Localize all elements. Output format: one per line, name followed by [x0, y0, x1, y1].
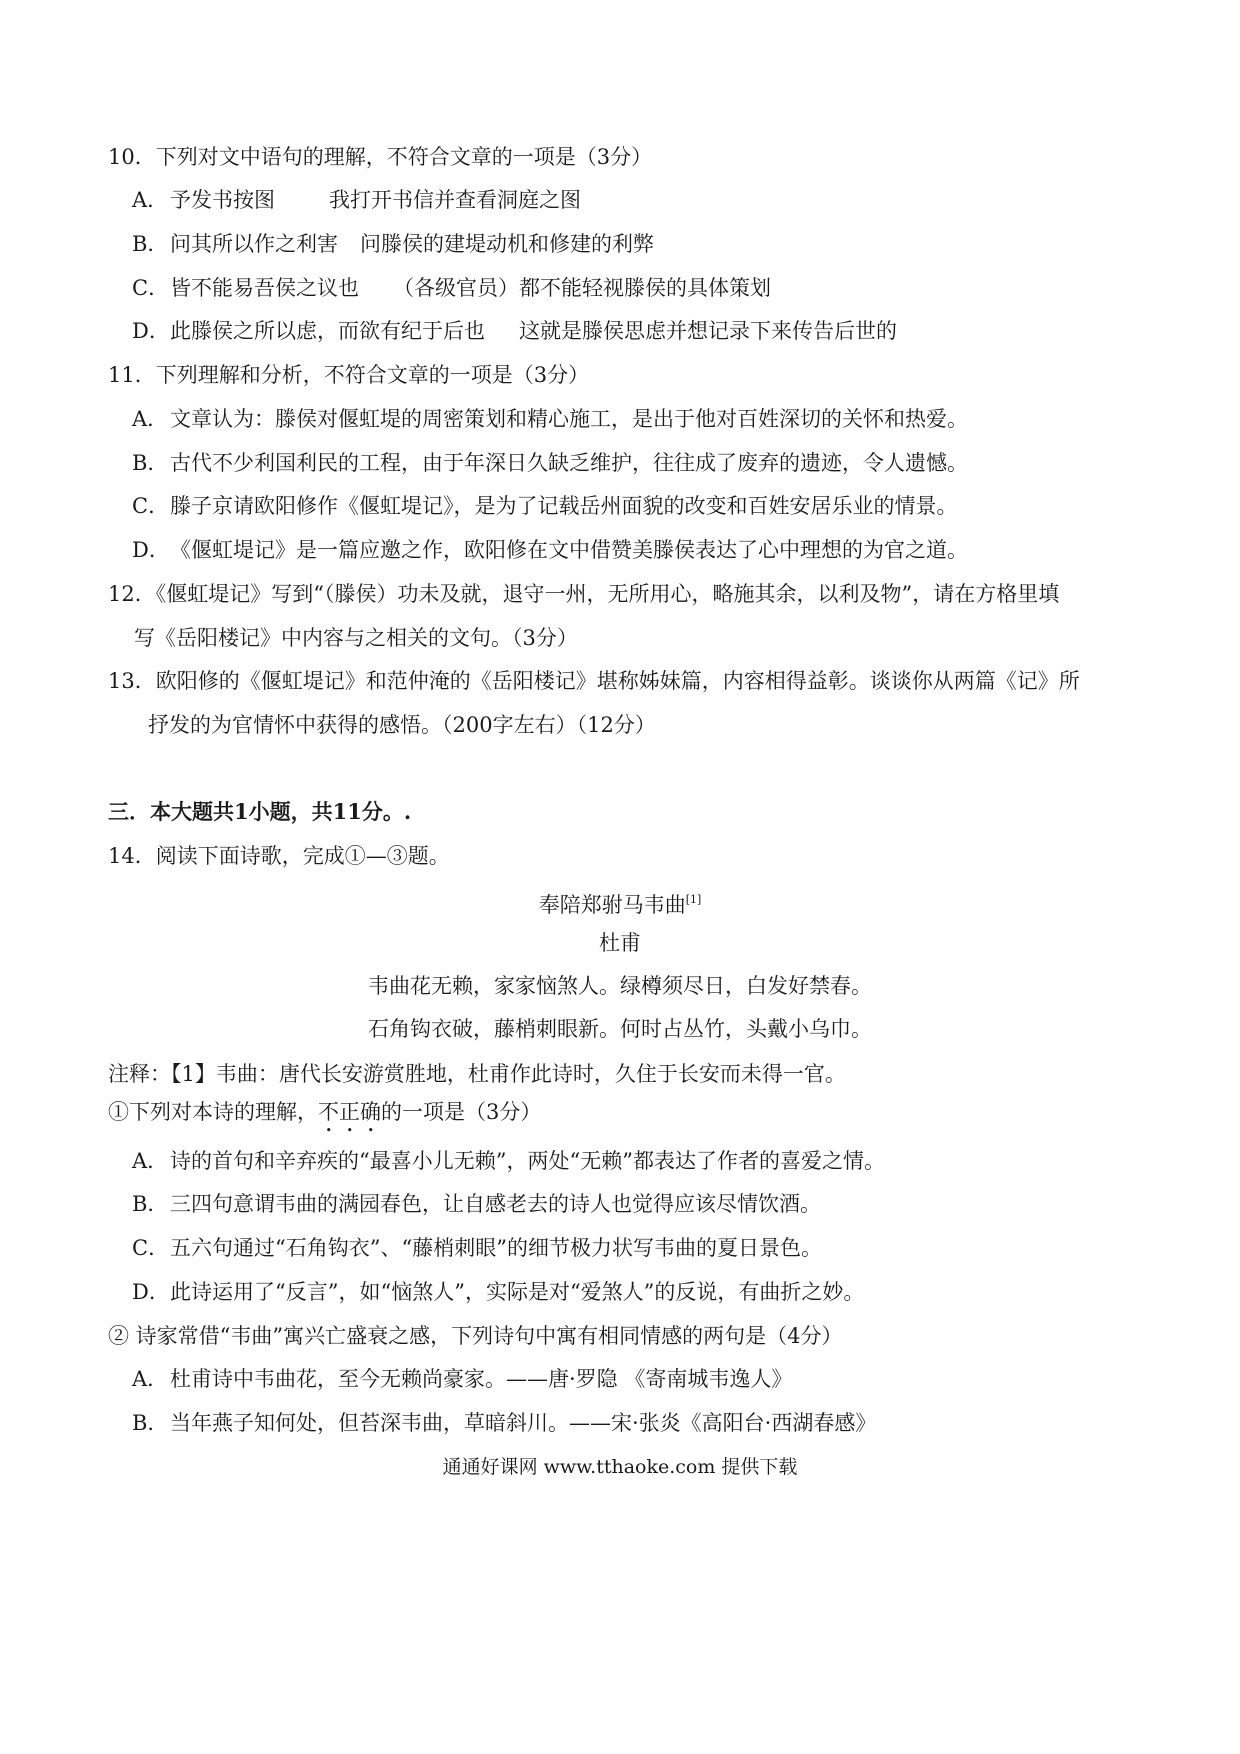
- option-label: C．: [132, 276, 170, 300]
- option-label: B．: [132, 1411, 169, 1435]
- option-label: B．: [132, 232, 169, 256]
- option-text: 当年燕子知何处，但苔深韦曲，草暗斜川。——宋·张炎《高阳台·西湖春感》: [170, 1411, 877, 1435]
- poem-title-text: 奉陪郑驸马韦曲: [538, 893, 686, 917]
- option-label: C．: [132, 494, 170, 518]
- q11-option-b: [132, 449, 968, 477]
- q11-option-d: [132, 536, 968, 564]
- q12-line-2: 写《岳阳楼记》中内容与之相关的文句。（3分）: [134, 626, 578, 650]
- sub1-stem: [108, 1098, 541, 1137]
- option-phrase: 问其所以作之利害: [170, 232, 338, 256]
- option-phrase: 予发书按图: [170, 188, 275, 212]
- poem-line-2: 石角钩衣破，藤梢刺眼新。何时占丛竹，头戴小乌巾。: [368, 1017, 872, 1041]
- q10-stem: 10．下列对文中语句的理解，不符合文章的一项是（3分）: [108, 145, 653, 169]
- q10-option-a: [132, 186, 581, 214]
- sub1-option-b: [132, 1190, 821, 1218]
- sub1-stem-after: 的一项是（3分）: [381, 1100, 542, 1124]
- option-text: 滕子京请欧阳修作《偃虹堤记》，是为了记载岳州面貌的改变和百姓安居乐业的情景。: [170, 494, 958, 518]
- option-text: 文章认为：滕侯对偃虹堤的周密策划和精心施工，是出于他对百姓深切的关怀和热爱。: [170, 407, 968, 431]
- q13-line-1: 13．欧阳修的《偃虹堤记》和范仲淹的《岳阳楼记》堪称姊妹篇，内容相得益彰。谈谈你从两篇《记》所: [108, 669, 1080, 693]
- poem-author: 杜甫: [599, 931, 641, 955]
- q10-option-d: [132, 317, 897, 345]
- poem-annotation: 注释：【1】韦曲：唐代长安游赏胜地，杜甫作此诗时，久住于长安而未得一官。: [108, 1062, 846, 1086]
- option-text: 诗的首句和辛弃疾的“最喜小儿无赖”，两处“无赖”都表达了作者的喜爱之情。: [170, 1149, 885, 1173]
- option-label: D．: [132, 538, 170, 562]
- sub1-option-a: [132, 1147, 885, 1175]
- page-footer: 通通好课网 www.tthaoke.com 提供下载: [442, 1456, 798, 1478]
- sub1-stem-emphasis: 不正确: [318, 1100, 381, 1124]
- option-gloss: （各级官员）都不能轻视滕侯的具体策划: [393, 276, 771, 300]
- sub2-option-a: [132, 1365, 792, 1393]
- option-gloss: 问滕侯的建堤动机和修建的利弊: [360, 232, 654, 256]
- option-label: D．: [132, 319, 170, 343]
- option-label: A．: [132, 188, 169, 212]
- sub1-stem-before: ①下列对本诗的理解，: [108, 1100, 318, 1124]
- option-label: C．: [132, 1236, 170, 1260]
- option-label: B．: [132, 451, 169, 475]
- option-label: A．: [132, 407, 169, 431]
- q14-stem: 14．阅读下面诗歌，完成①—③题。: [108, 844, 450, 868]
- q10-option-b: [132, 230, 654, 258]
- option-label: A．: [132, 1367, 169, 1391]
- option-phrase: 此滕侯之所以虑，而欲有纪于后也: [170, 319, 485, 343]
- poem-title: [0, 886, 1240, 919]
- q11-stem: 11．下列理解和分析，不符合文章的一项是（3分）: [108, 363, 590, 387]
- sub1-option-d: [132, 1278, 864, 1306]
- poem-line-1: 韦曲花无赖，家家恼煞人。绿樽须尽日，白发好禁春。: [368, 974, 872, 998]
- option-label: B．: [132, 1192, 169, 1216]
- q11-option-a: [132, 405, 968, 433]
- option-text: 杜甫诗中韦曲花，至今无赖尚豪家。——唐·罗隐 《寄南城韦逸人》: [170, 1367, 793, 1391]
- option-text: 《偃虹堤记》是一篇应邀之作，欧阳修在文中借赞美滕侯表达了心中理想的为官之道。: [170, 538, 968, 562]
- option-text: 古代不少利国利民的工程，由于年深日久缺乏维护，往往成了废弃的遗迹，令人遗憾。: [170, 451, 968, 475]
- option-label: A．: [132, 1149, 169, 1173]
- option-label: D．: [132, 1280, 170, 1304]
- option-text: 此诗运用了“反言”，如“恼煞人”，实际是对“爱煞人”的反说，有曲折之妙。: [170, 1280, 865, 1304]
- option-gloss: 我打开书信并查看洞庭之图: [329, 188, 581, 212]
- sub1-option-c: [132, 1234, 822, 1262]
- option-text: 三四句意谓韦曲的满园春色，让自感老去的诗人也觉得应该尽情饮酒。: [170, 1192, 821, 1216]
- sub2-stem: ② 诗家常借“韦曲”寓兴亡盛衰之感，下列诗句中寓有相同情感的两句是（4分）: [108, 1324, 843, 1348]
- option-gloss: 这就是滕侯思虑并想记录下来传告后世的: [519, 319, 897, 343]
- option-text: 五六句通过“石角钩衣”、“藤梢刺眼”的细节极力状写韦曲的夏日景色。: [170, 1236, 822, 1260]
- section-heading: 三．本大题共1小题，共11分。.: [108, 799, 412, 824]
- q12-line-1: 12．《偃虹堤记》写到“（滕侯）功未及就，退守一州，无所用心，略施其余，以利及物”，请在方格里填: [108, 582, 1060, 606]
- q13-line-2: 抒发的为官情怀中获得的感悟。（200字左右）（12分）: [148, 713, 656, 737]
- q11-option-c: [132, 492, 958, 520]
- option-phrase: 皆不能易吾侯之议也: [170, 276, 359, 300]
- poem-note-mark: [1]: [685, 893, 702, 906]
- sub2-option-b: [132, 1409, 876, 1437]
- q10-option-c: [132, 274, 771, 302]
